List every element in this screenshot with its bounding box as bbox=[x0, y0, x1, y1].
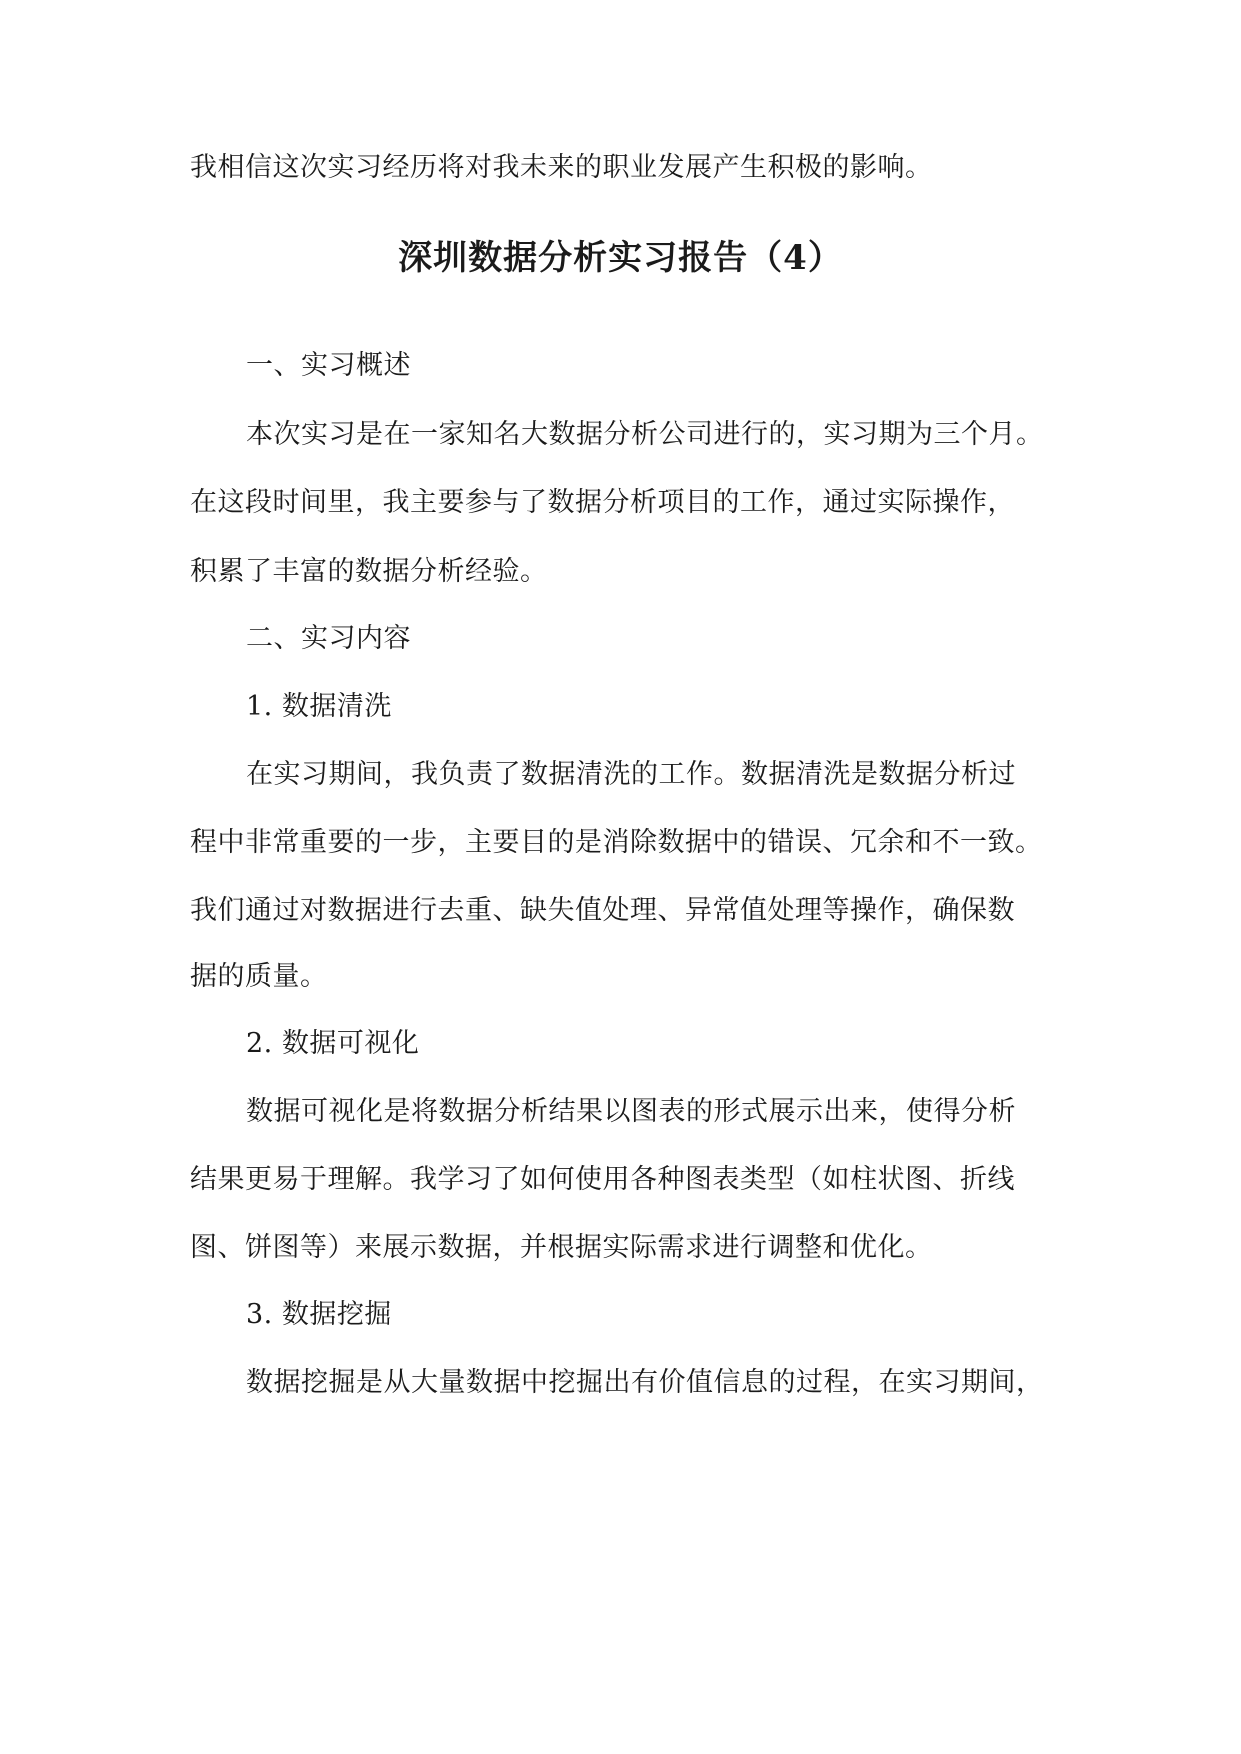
report-title: 深圳数据分析实习报告（4） bbox=[398, 238, 843, 278]
subsection-heading-data-mining: 3. 数据挖掘 bbox=[246, 1299, 392, 1330]
overview-paragraph-line: 在这段时间里，我主要参与了数据分析项目的工作，通过实际操作， bbox=[190, 487, 1015, 518]
subsection-heading-visualization: 2. 数据可视化 bbox=[246, 1028, 420, 1059]
visualization-paragraph-line: 数据可视化是将数据分析结果以图表的形式展示出来，使得分析 bbox=[246, 1096, 1016, 1127]
data-cleaning-paragraph-line: 在实习期间，我负责了数据清洗的工作。数据清洗是数据分析过 bbox=[246, 759, 1016, 790]
section-heading-overview: 一、实习概述 bbox=[246, 350, 411, 381]
overview-paragraph-line: 本次实习是在一家知名大数据分析公司进行的，实习期为三个月。 bbox=[246, 419, 1044, 450]
subsection-heading-data-cleaning: 1. 数据清洗 bbox=[246, 691, 392, 722]
data-cleaning-paragraph-line: 据的质量。 bbox=[190, 961, 328, 992]
section-heading-content: 二、实习内容 bbox=[246, 623, 411, 654]
data-mining-paragraph-line: 数据挖掘是从大量数据中挖掘出有价值信息的过程，在实习期间， bbox=[246, 1367, 1044, 1398]
data-cleaning-paragraph-line: 程中非常重要的一步，主要目的是消除数据中的错误、冗余和不一致。 bbox=[190, 827, 1043, 858]
visualization-paragraph-line: 结果更易于理解。我学习了如何使用各种图表类型（如柱状图、折线 bbox=[190, 1164, 1015, 1195]
overview-paragraph-line: 积累了丰富的数据分析经验。 bbox=[190, 556, 548, 587]
visualization-paragraph-line: 图、饼图等）来展示数据，并根据实际需求进行调整和优化。 bbox=[190, 1232, 933, 1263]
data-cleaning-paragraph-line: 我们通过对数据进行去重、缺失值处理、异常值处理等操作，确保数 bbox=[190, 895, 1015, 926]
carryover-paragraph-line: 我相信这次实习经历将对我未来的职业发展产生积极的影响。 bbox=[190, 152, 933, 183]
